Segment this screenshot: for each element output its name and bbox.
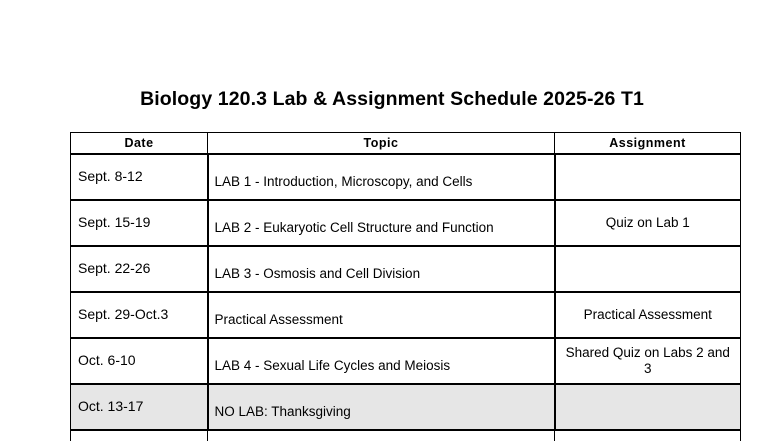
table-row-partial: [71, 430, 741, 441]
table-row: [71, 292, 741, 338]
table-row-holiday: [71, 384, 741, 430]
row-topic: Practical Assessment: [208, 292, 555, 338]
table-row: [71, 154, 741, 200]
schedule-table: [70, 132, 741, 441]
row-date: Sept. 8-12: [71, 154, 208, 200]
row-date: Sept. 22-26: [71, 246, 208, 292]
row-assignment: Shared Quiz on Labs 2 and 3: [555, 338, 741, 384]
row-assignment: [555, 384, 741, 430]
row-topic: LAB 3 - Osmosis and Cell Division: [208, 246, 555, 292]
date-column-header: Date: [71, 133, 208, 155]
topic-column-header: Topic: [208, 133, 555, 155]
row-assignment: Quiz on Lab 1: [555, 200, 741, 246]
table-row: [71, 200, 741, 246]
row-topic: NO LAB: Thanksgiving: [208, 384, 555, 430]
row-date: Oct. 13-17: [71, 384, 208, 430]
row-topic: LAB 4 - Sexual Life Cycles and Meiosis: [208, 338, 555, 384]
row-assignment: [555, 430, 741, 441]
row-assignment: [555, 154, 741, 200]
row-date: Oct. 6-10: [71, 338, 208, 384]
row-topic: [208, 430, 555, 441]
row-date: Sept. 15-19: [71, 200, 208, 246]
row-assignment: [555, 246, 741, 292]
row-topic: LAB 1 - Introduction, Microscopy, and Cells: [208, 154, 555, 200]
row-topic: LAB 2 - Eukaryotic Cell Structure and Function: [208, 200, 555, 246]
row-date: [71, 430, 208, 441]
row-assignment: Practical Assessment: [555, 292, 741, 338]
document-title: Biology 120.3 Lab & Assignment Schedule 2025-26 T1: [140, 88, 644, 110]
assignment-column-header: Assignment: [555, 133, 741, 155]
row-date: Sept. 29-Oct.3: [71, 292, 208, 338]
table-row: [71, 338, 741, 384]
table-row: [71, 246, 741, 292]
header-row: [71, 133, 741, 155]
